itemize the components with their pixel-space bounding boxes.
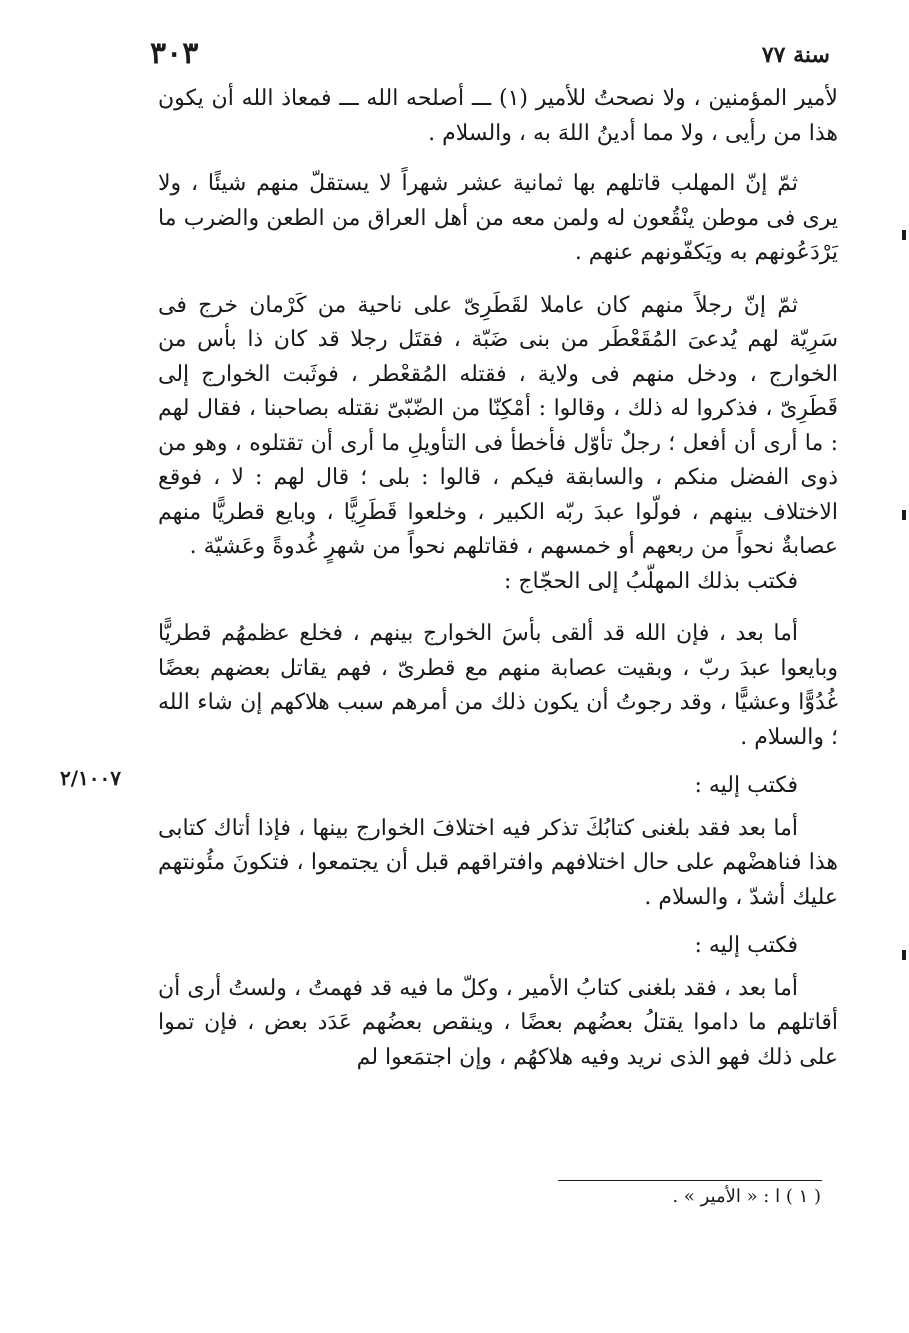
letter-intro: فكتب إليه :	[694, 773, 798, 798]
letter-body: أما بعد ، فقد بلغنى كتابُ الأمير ، وكلّ ما فيه قد فهمتُ ، ولستُ أرى أن أقاتلهم ما داموا يقتلُ بعضُهم بعضًا ، وينقص بعضُهم عَدَد بعض ، فإن تموا على ذلك فهو الذى نريد وفيه هلاكهُم ، وإن اجتمَعوا لم	[158, 975, 838, 1070]
edge-mark	[902, 510, 906, 520]
edge-mark	[902, 950, 906, 960]
letter-body: أما بعد فقد بلغنى كتابُكَ تذكر فيه اختلافَ الخوارج بينها ، فإذا أتاك كتابى هذا فناهضْهم على حال اختلافهم وافتراقهم قبل أن يجتمعوا ، فتكونَ مئُونتهم عليك أشدّ ، والسلام .	[158, 815, 838, 910]
paragraph: ثمّ إنّ المهلب قاتلهم بها ثمانية عشر شهراً لا يستقلّ منهم شيئًا ، ولا يرى فى موطن ينْقُعون له ولمن معه من أهل العراق من الطعن والضرب ما يَرْدَعُونهم به ويَكفّونهم عنهم .	[158, 171, 838, 265]
letter-body: أما بعد ، فإن الله قد ألقى بأسَ الخوارج بينهم ، فخلع عظمهُم قطريًّا وبايعوا عبدَ ربّ ، وبقيت عصابة منهم مع قطرىّ ، فهم يقاتل بعضهم بعضًا غُدُوًّا وعشيًّا ، وقد رجوتُ أن يكون ذلك من أمرهم سبب هلاكهم إن شاء الله ؛ والسلام .	[158, 621, 838, 750]
footnote-divider	[558, 1180, 822, 1181]
paragraph: ثمّ إنّ رجلاً منهم كان عاملا لقَطَرِىّ على ناحية من كَرْمان خرج فى سَرِيّة لهم يُدعىَ المُقَعْطَر من بنى ضَبّة ، فقتَل رجلا قد كان ذا بأس من الخوارج ، ودخل منهم فى ولاية ، فقتله المُقعْطر ، فوثَبت الخوارج إلى قَطَرِىّ ، فذكروا له ذلك ، وقالوا : أمْكِنّا من الضّبّىّ نقتله بصاحبنا ، فقال لهم : ما أرى أن أفعل ؛ رجلٌ تأوّل فأخطأ فى التأويلِ ما أرى أن تقتلوه ، وهو من ذوى الفضل منكم ، والسابقة فيكم ، قالوا : بلى ؛ قال لهم : لا ، فوقع الاختلاف بينهم ، فولّوا عبدَ ربّه الكبير ، وخلعوا قَطَرِيًّا ، وبايع قطريًّا منهم عصابةٌ نحواً من ربعهم أو خمسهم ، فقاتلهم نحواً من شهرٍ غُدوةً وعَشيّة .	[158, 292, 838, 559]
footnote: ( ١ ) ا : « الأمير » .	[672, 1186, 821, 1207]
page-number: ٣٠٣	[150, 36, 199, 71]
running-head-year: سنة ٧٧	[761, 42, 830, 68]
letter-intro: فكتب بذلك المهلّبُ إلى الحجّاج :	[503, 568, 798, 594]
paragraph: لأمير المؤمنين ، ولا نصحتُ للأمير (١) ـــ أصلحه الله ـــ فمعاذ الله أن يكون هذا من رأيى ، ولا مما أدينُ اللهَ به ، والسلام .	[158, 86, 838, 146]
page-header	[150, 36, 830, 76]
main-text	[158, 82, 838, 1089]
letter-intro: فكتب إليه :	[694, 933, 798, 958]
edge-mark	[902, 230, 906, 240]
margin-reference: ٢/١٠٠٧	[60, 766, 122, 790]
